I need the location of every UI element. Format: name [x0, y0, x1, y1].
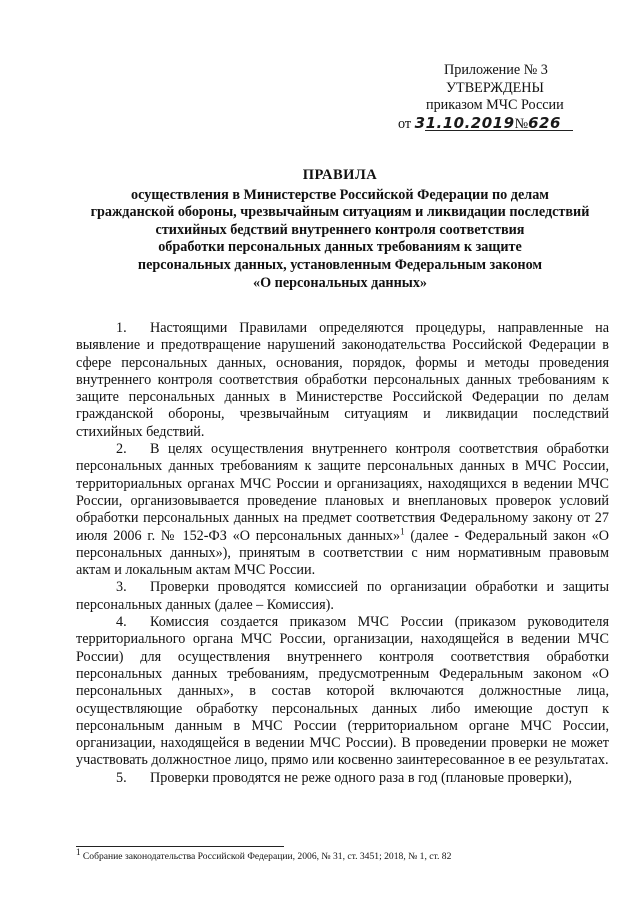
handwritten-date: 31.10.2019 [414, 113, 515, 132]
paragraph-5 [76, 770, 609, 787]
title-line: стихийных бедствий внутреннего контроля соответствия [155, 221, 525, 238]
title-line: осуществления в Министерстве Российской Федерации по делам [131, 186, 549, 203]
paragraph-text: Комиссия создается приказом МЧС России (приказом руководителя территориального органа МЧС России, организации, находящейся в ведении МЧС России) для осуществления внутреннего контроля соответствия обработки персональных данных требованиям, предусмотренным Федеральным законом «О персональных данных», в состав которой включаются должностные лица, осуществляющие обработку персональных данных либо имеющие доступ к персональным данным в МЧС России (территориальном органе МЧС России, организации, находящейся в ведении МЧС России). В проведении проверки не может участвовать должностное лицо, прямо или косвенно заинтересованное в ее результатах. [76, 614, 609, 769]
footnote [76, 846, 616, 863]
title-line: гражданской обороны, чрезвычайным ситуациям и ликвидации последствий [90, 204, 590, 221]
paragraph-number: 1. [116, 320, 127, 336]
document-title [70, 167, 610, 292]
paragraph-text: (далее - Федеральный закон «О персональных данных»), принятым в соответствии с ним нормативным правовым актам и локальным актам МЧС России. [76, 527, 609, 579]
number-sign: № [514, 115, 529, 132]
title-line: персональных данных, установленным Федеральным законом [137, 256, 543, 273]
paragraph-1 [76, 320, 609, 441]
paragraph-text: Проверки проводятся комиссией по организации обработки и защиты персональных данных (далее – Комиссия). [76, 579, 609, 613]
approval-stamp [398, 62, 598, 133]
footnote-text: Собрание законодательства Российской Федерации, 2006, № 31, ст. 3451; 2018, № 1, ст. 82 [82, 851, 452, 862]
paragraph-number: 4. [116, 614, 127, 631]
paragraph-4 [76, 614, 609, 770]
footnote-marker: 1 [76, 846, 81, 857]
appendix-label: Приложение № 3 [444, 62, 548, 78]
paragraph-number: 3. [116, 579, 127, 596]
paragraph-2 [76, 441, 609, 579]
order-label: приказом МЧС России [426, 97, 564, 113]
title-line: «О персональных данных» [252, 274, 428, 291]
footnote-reference[interactable]: 1 [400, 525, 405, 536]
paragraph-text: Проверки проводятся не реже одного раза в год (плановые проверки), [150, 769, 573, 786]
date-prefix: от [398, 115, 412, 132]
paragraph-text: В целях осуществления внутреннего контроля соответствия обработки персональных данных требованиям к защите персональных данных в МЧС России, территориальных органах МЧС России и организациях, находящихся в ведении МЧС России, организовывается проведение плановых и внеплановых проверок условий обработки персональных данных на предмет соответствия Федеральному закону от 27 июля 2006 г. № 152-ФЗ «О персональных данных» [76, 441, 609, 544]
document-body [76, 320, 609, 787]
handwritten-number: 626 [528, 113, 561, 132]
paragraph-3 [76, 579, 609, 614]
order-date-row [398, 115, 598, 134]
footnote-divider [76, 846, 284, 847]
title-main: ПРАВИЛА [302, 167, 378, 183]
date-underline [425, 130, 573, 131]
paragraph-number: 5. [116, 769, 127, 786]
paragraph-number: 2. [116, 441, 127, 458]
paragraph-text: Настоящими Правилами определяются процедуры, направленные на выявление и предотвращение нарушений законодательства Российской Федерации в сфере персональных данных, основания, порядок, формы и методы проведения внутреннего контроля соответствия обработки персональных данных требованиям к защите персональных данных в Министерстве Российской Федерации по делам гражданской обороны, чрезвычайным ситуациям и ликвидации последствий стихийных бедствий. [76, 320, 609, 440]
approved-label: УТВЕРЖДЕНЫ [446, 79, 544, 96]
title-line: обработки персональных данных требованиям к защите [158, 239, 522, 256]
